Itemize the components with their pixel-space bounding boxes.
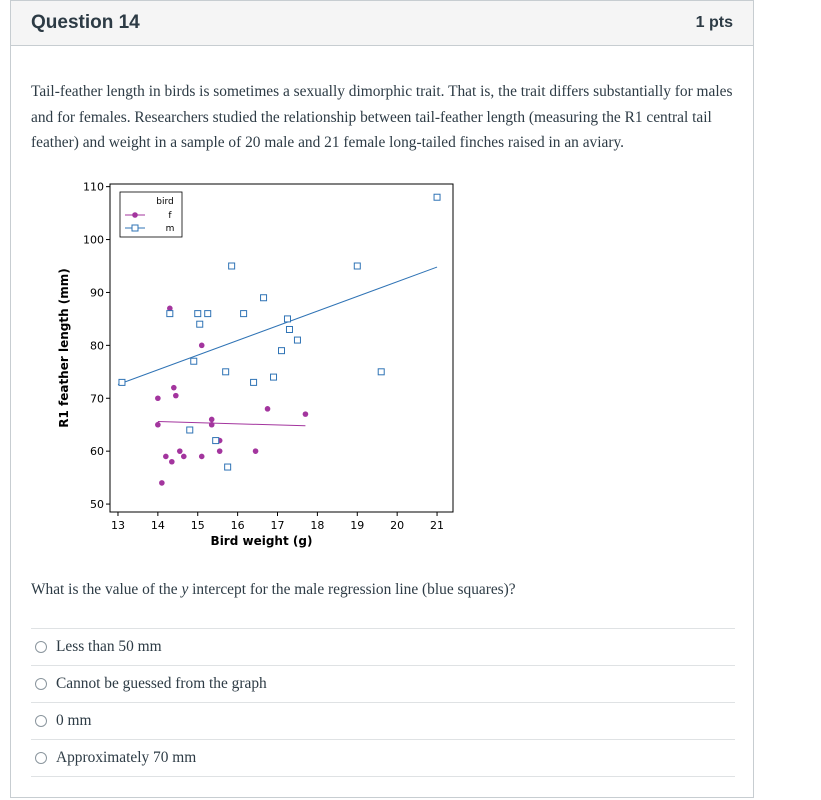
x-tick-label: 21 — [430, 519, 445, 532]
data-point-m — [195, 311, 201, 317]
data-point-f — [171, 385, 177, 391]
x-tick-label: 16 — [230, 519, 245, 532]
y-axis-label: R1 feather length (mm) — [57, 268, 71, 428]
answer-label: Less than 50 mm — [56, 638, 162, 655]
data-point-m — [271, 374, 277, 380]
y-tick-label: 50 — [90, 498, 104, 512]
question-text-after: intercept for the male regression line (blue squares)? — [188, 581, 516, 598]
data-point-f — [265, 406, 271, 412]
answer-option-3[interactable] — [31, 703, 735, 740]
question-card — [10, 0, 754, 798]
question-header — [11, 1, 753, 46]
data-point-f — [199, 343, 205, 349]
data-point-f — [199, 454, 205, 460]
data-point-f — [155, 422, 161, 428]
data-point-m — [223, 369, 229, 375]
x-tick-label: 15 — [190, 519, 205, 532]
answer-label: 0 mm — [56, 712, 92, 729]
y-tick-label: 90 — [90, 286, 104, 300]
y-tick-label: 100 — [83, 233, 104, 247]
answer-label: Cannot be guessed from the graph — [56, 675, 267, 692]
question-title: Question 14 — [31, 12, 140, 33]
data-point-m — [119, 379, 125, 385]
y-tick-label: 70 — [90, 392, 104, 406]
question-text — [31, 581, 516, 599]
data-point-f — [209, 422, 215, 428]
data-point-f — [169, 459, 175, 465]
answer-option-2[interactable] — [31, 666, 735, 703]
radio-button[interactable] — [35, 715, 47, 727]
data-point-m — [241, 311, 247, 317]
answer-list — [31, 628, 735, 777]
question-prompt: Tail-feather length in birds is sometimes a sexually dimorphic trait. That is, the trait differs substantially for males and for females. Researchers studied the relationship between tail-feather length (measuring the R1 central tail feather) and weight in a sample of 20 male and 21 female long-tailed finches raised in an aviary. — [31, 83, 733, 151]
data-point-m — [187, 427, 193, 433]
x-tick-label: 13 — [110, 519, 125, 532]
data-point-m — [261, 295, 267, 301]
data-point-f — [303, 411, 309, 417]
legend-label-m: m — [165, 224, 175, 234]
data-point-f — [173, 393, 179, 399]
data-point-m — [279, 348, 285, 354]
data-point-f — [155, 395, 161, 401]
data-point-m — [197, 321, 203, 327]
y-tick-label: 110 — [83, 180, 104, 194]
data-point-m — [191, 358, 197, 364]
data-point-f — [177, 448, 183, 454]
data-point-f — [253, 448, 259, 454]
x-tick-label: 19 — [350, 519, 365, 532]
scatter-chart — [48, 177, 468, 557]
data-point-m — [167, 311, 173, 317]
data-point-m — [434, 194, 440, 200]
legend-label-f: f — [168, 211, 172, 221]
data-point-m — [225, 464, 231, 470]
data-point-m — [286, 326, 292, 332]
y-tick-label: 80 — [90, 339, 104, 353]
answer-option-1[interactable] — [31, 629, 735, 666]
data-point-m — [354, 263, 360, 269]
x-tick-label: 14 — [150, 519, 165, 532]
legend-title: bird — [156, 197, 174, 207]
answer-label: Approximately 70 mm — [56, 749, 197, 766]
y-tick-label: 60 — [90, 445, 104, 459]
x-axis-label: Bird weight (g) — [210, 534, 313, 548]
data-point-f — [181, 454, 187, 460]
data-point-f — [159, 480, 165, 486]
legend-marker-m — [132, 225, 138, 231]
data-point-m — [213, 438, 219, 444]
question-text-before: What is the value of the — [31, 581, 182, 598]
answer-option-4[interactable] — [31, 740, 735, 777]
radio-button[interactable] — [35, 752, 47, 764]
data-point-f — [209, 417, 215, 423]
data-point-m — [251, 379, 257, 385]
data-point-f — [163, 454, 169, 460]
data-point-m — [229, 263, 235, 269]
data-point-f — [217, 448, 223, 454]
legend-marker-f — [132, 212, 138, 218]
x-tick-label: 17 — [270, 519, 285, 532]
data-point-m — [205, 311, 211, 317]
x-tick-label: 20 — [390, 519, 405, 532]
radio-button[interactable] — [35, 641, 47, 653]
data-point-m — [284, 316, 290, 322]
radio-button[interactable] — [35, 678, 47, 690]
data-point-m — [294, 337, 300, 343]
question-points: 1 pts — [695, 14, 733, 31]
data-point-m — [378, 369, 384, 375]
x-tick-label: 18 — [310, 519, 325, 532]
question-variable: y — [181, 581, 189, 598]
